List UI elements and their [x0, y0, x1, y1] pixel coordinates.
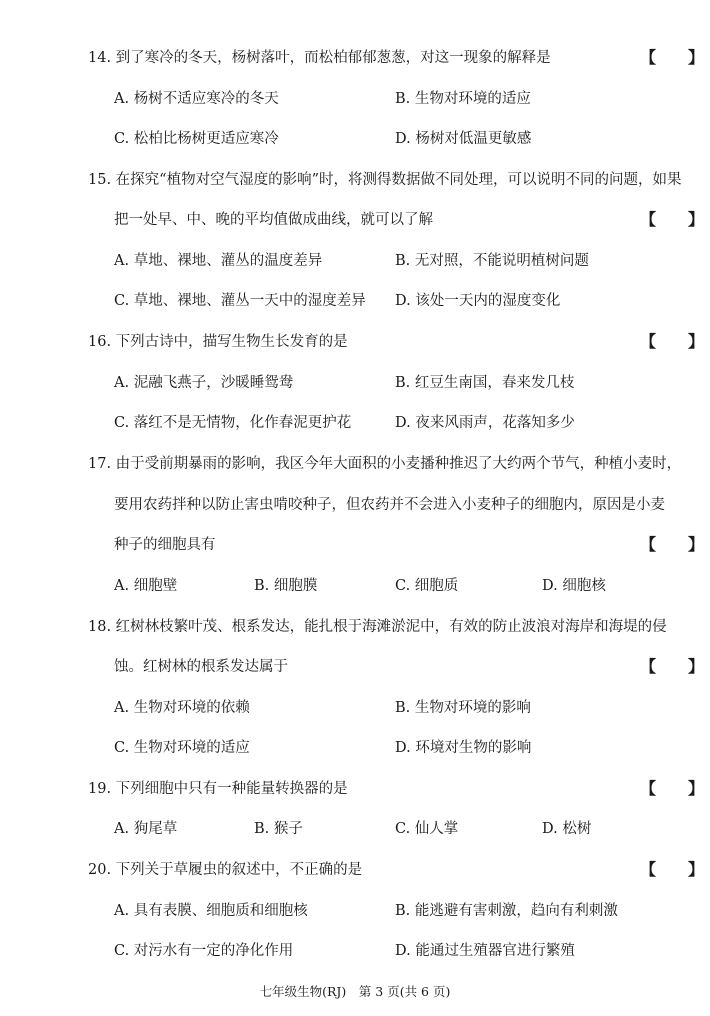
- option-d: D. 松树: [542, 821, 592, 837]
- question-text: 14. 到了寒冷的冬天，杨树落叶，而松柏郁郁葱葱，对这一现象的解释是: [88, 50, 551, 66]
- question-text: 15. 在探究“植物对空气湿度的影响”时，将测得数据做不同处理，可以说明不同的问题，如果: [88, 172, 682, 188]
- question-text: 18. 红树林枝繁叶茂、根系发达，能扎根于海滩淤泥中，有效的防止波浪对海岸和海堤的侵: [88, 619, 667, 635]
- option-c: C. 仙人掌: [395, 821, 459, 837]
- question-18-options-row-1: [0, 695, 710, 721]
- option-b: B. 猴子: [254, 821, 303, 837]
- question-text-continued: 蚀。红树林的根系发达属于: [114, 659, 288, 675]
- answer-bracket: 【 】: [640, 860, 705, 879]
- option-d: D. 夜来风雨声，花落知多少: [395, 415, 575, 431]
- option-b: B. 生物对环境的影响: [395, 700, 531, 716]
- question-15-stem-line-1: [0, 167, 710, 193]
- option-b: B. 细胞膜: [254, 578, 318, 594]
- question-14-options-row-1: [0, 86, 710, 112]
- option-c: C. 松柏比杨树更适应寒冷: [114, 131, 279, 147]
- question-15-stem-line-2: [0, 207, 710, 233]
- question-text: 17. 由于受前期暴雨的影响，我区今年大面积的小麦播种推迟了大约两个节气，种植小麦时，: [88, 456, 682, 472]
- question-text: 20. 下列关于草履虫的叙述中，不正确的是: [88, 862, 363, 878]
- answer-bracket: 【 】: [640, 779, 705, 798]
- question-17-stem-line-3: [0, 532, 710, 558]
- option-d: D. 环境对生物的影响: [395, 740, 532, 756]
- question-20-stem-line-1: [0, 857, 710, 883]
- option-c: C. 生物对环境的适应: [114, 740, 250, 756]
- option-d: D. 细胞核: [542, 578, 606, 594]
- option-c: C. 落红不是无情物，化作春泥更护花: [114, 415, 352, 431]
- option-a: A. 草地、裸地、灌丛的温度差异: [114, 253, 323, 269]
- question-text-continued: 要用农药拌种以防止害虫啃咬种子，但农药并不会进入小麦种子的细胞内，原因是小麦: [114, 497, 665, 513]
- question-text-continued: 把一处早、中、晚的平均值做成曲线，就可以了解: [114, 212, 433, 228]
- answer-bracket: 【 】: [640, 210, 705, 229]
- question-20-options-row-1: [0, 898, 710, 924]
- question-15-options-row-1: [0, 248, 710, 274]
- question-18-stem-line-2: [0, 654, 710, 680]
- option-c: C. 草地、裸地、灌丛一天中的湿度差异: [114, 293, 366, 309]
- option-d: D. 该处一天内的湿度变化: [395, 293, 561, 309]
- question-text: 19. 下列细胞中只有一种能量转换器的是: [88, 781, 348, 797]
- option-c: C. 对污水有一定的净化作用: [114, 943, 294, 959]
- option-d: D. 杨树对低温更敏感: [395, 131, 532, 147]
- question-16-options-row-1: [0, 370, 710, 396]
- question-15-options-row-2: [0, 288, 710, 314]
- option-b: B. 能逃避有害刺激，趋向有利刺激: [395, 903, 618, 919]
- option-b: B. 无对照，不能说明植树问题: [395, 253, 589, 269]
- option-c: C. 细胞质: [395, 578, 459, 594]
- question-18-options-row-2: [0, 735, 710, 761]
- answer-bracket: 【 】: [640, 48, 705, 67]
- option-d: D. 能通过生殖器官进行繁殖: [395, 943, 575, 959]
- option-a: A. 泥融飞燕子，沙暖睡鸳鸯: [114, 375, 294, 391]
- answer-bracket: 【 】: [640, 332, 705, 351]
- option-a: A. 细胞壁: [114, 578, 178, 594]
- question-14-options-row-2: [0, 126, 710, 152]
- question-16-stem-line-1: [0, 329, 710, 355]
- question-text-continued: 种子的细胞具有: [114, 537, 216, 553]
- page-footer: 七年级生物(RJ) 第 3 页(共 6 页): [259, 984, 451, 999]
- question-18-stem-line-1: [0, 614, 710, 640]
- option-b: B. 红豆生南国，春来发几枝: [395, 375, 575, 391]
- question-text: 16. 下列古诗中，描写生物生长发育的是: [88, 334, 348, 350]
- question-17-options-row: [0, 573, 710, 599]
- option-a: A. 杨树不适应寒冷的冬天: [114, 91, 279, 107]
- answer-bracket: 【 】: [640, 657, 705, 676]
- question-14-stem-line-1: [0, 45, 710, 71]
- question-19-options-row: [0, 816, 710, 842]
- option-a: A. 生物对环境的依赖: [114, 700, 250, 716]
- answer-bracket: 【 】: [640, 535, 705, 554]
- question-20-options-row-2: [0, 938, 710, 964]
- option-b: B. 生物对环境的适应: [395, 91, 531, 107]
- option-a: A. 具有表膜、细胞质和细胞核: [114, 903, 308, 919]
- question-17-stem-line-2: [0, 492, 710, 518]
- question-16-options-row-2: [0, 410, 710, 436]
- option-a: A. 狗尾草: [114, 821, 178, 837]
- question-19-stem-line-1: [0, 776, 710, 802]
- question-17-stem-line-1: [0, 451, 710, 477]
